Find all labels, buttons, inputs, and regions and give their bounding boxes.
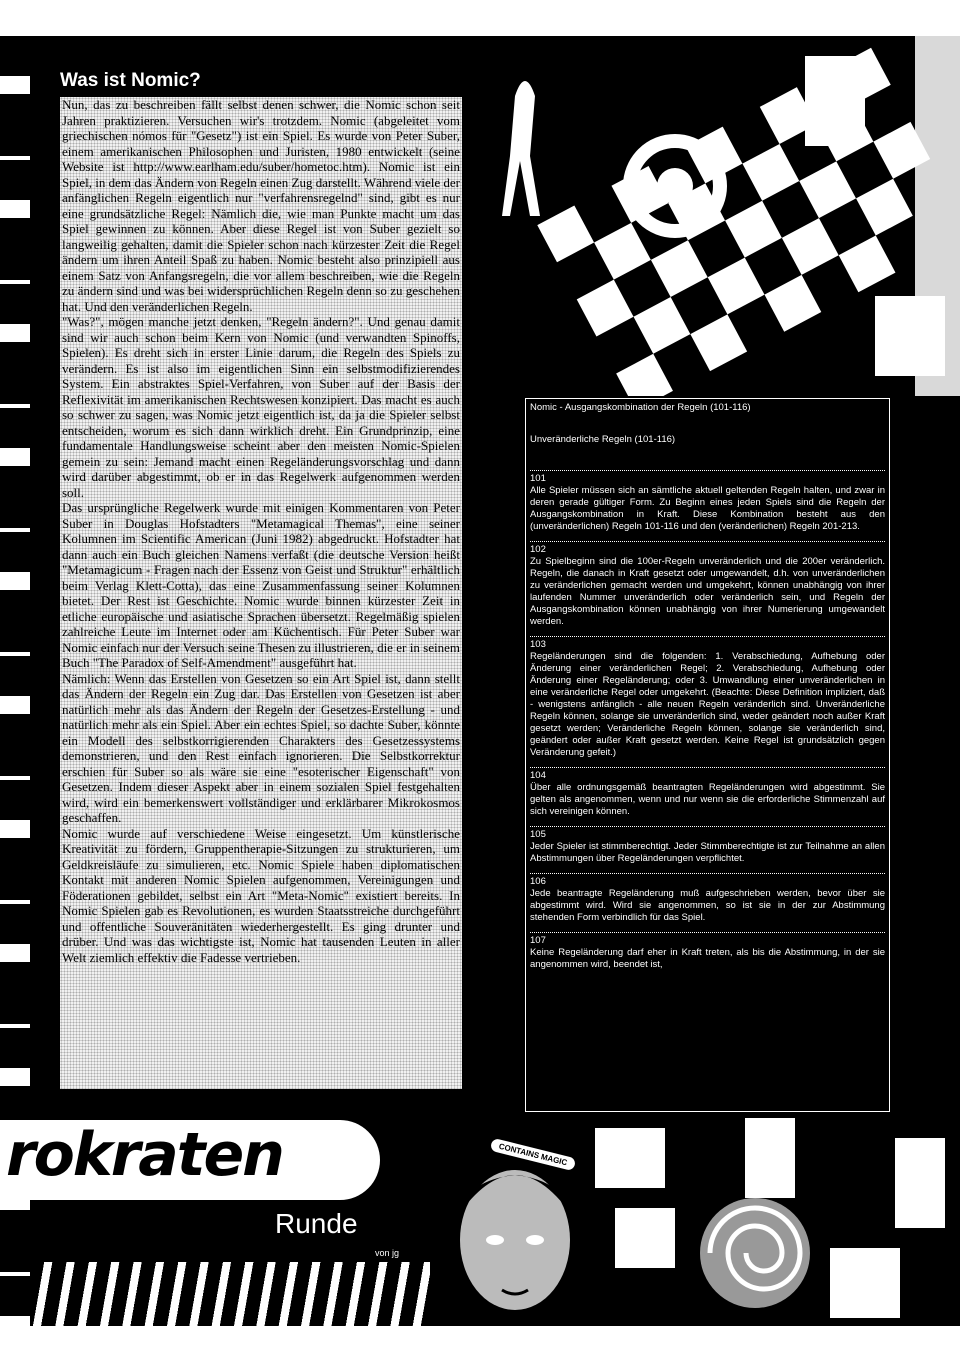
- contains-magic-badge: CONTAINS MAGIC: [487, 1135, 579, 1173]
- rule-item: [530, 873, 885, 924]
- rule-number: 103: [530, 639, 546, 650]
- rule-number: 101: [530, 473, 546, 484]
- rule-item: [530, 470, 885, 533]
- rules-box: [525, 398, 890, 1112]
- checkerboard-collage: [475, 36, 960, 396]
- rule-item: [530, 767, 885, 818]
- rule-text: Zu Spielbeginn sind die 100er-Regeln unveränderlich und die 200er veränderlich. Regeln, die danach in Kraft gesetzt oder umgewandelt, d.h. von unveränderlichen zu veränderlichen gemacht werden und umgekehrt, können unabhängig von ihrer laufenden Nummer unveränderlich oder veränderlich sein, und Regeln der Ausgangskombination können unabhängig von ihrer Numerierung umgewandelt werden.: [530, 556, 885, 627]
- article-body: [60, 97, 462, 1089]
- rule-text: Alle Spieler müssen sich an sämtliche aktuell geltenden Regeln halten, und zwar in deren gerade gültiger Form. Zu Beginn eines jeden Spiels sind die Regeln der Ausgangskombination in Kraft. Diese Kombination besteht aus den (unveränderlichen) Regeln 101-116 und den (veränderlichen) Regeln 201-213.: [530, 485, 885, 532]
- rule-number: 106: [530, 876, 546, 887]
- article-paragraph: Das ursprüngliche Regelwerk wurde mit einigen Kommentaren von Peter Suber in Douglas Hofstadters "Metamagical Themas", eine seiner Kolumnen im Scientific American (Juni 1982) abgedruckt. Hofstadter hat dann auch ein Buch gleichen Namens verfaßt (die deutsche Version heißt "Metamagicum - Fragen nach der Essenz von Geist und Struktur" erhältlich beim Verlag Klett-Cotta), das eine Zusammenfassung seiner Kolumnen bietet. Der Rest ist Geschichte. Nomic wurde binnen kürzester Zeit in etliche europäische und asiatische Sprachen übersetzt. Regelmäßig spielen zahlreiche Leute im Internet oder am Küchentisch. Für Peter Suber war Nomic einfach nur der Versuch seine Thesen zu illustrieren, die er in seinem Buch "The Paradox of Self-Amendment" ausgeführt hat.: [62, 500, 460, 670]
- article-paragraph: Nämlich: Wenn das Erstellen von Gesetzen so ein Art Spiel ist, dann stellt das Ändern der Regeln ein Zug dar. Das Erstellen von Gesetzen ist aber natürlich mehr als das Ändern der Regeln der Gesetzes-Erstellung - und natürlich mehr als ein Spiel. Aber ein echtes Spiel, so dachte Suber, könnte ein Modell des selbstkorrigierenden Charakters des Gesetzessystems demonstrieren, und den Rest einfach ignorieren. Die Selbstkorrektur erschien für Suber so als wäre sie eine "esoterischer Eigenschaft" von Gesetzen. Indem dieser Aspekt aber in einem sozialen Spiel festgehalten wird, wird ein bemerkenswert vollständiger und erklärbarer Mikrokosmos geschaffen.: [62, 670, 460, 825]
- article-heading: Was ist Nomic?: [60, 70, 201, 91]
- rules-title: Nomic - Ausgangskombination der Regeln (101-116): [530, 402, 751, 413]
- rule-number: 102: [530, 544, 546, 555]
- checkerboard-illustration: [475, 36, 960, 396]
- rule-number: 105: [530, 829, 546, 840]
- rule-text: Über alle ordnungsgemäß beantragten Regeländerungen wird abgestimmt. Sie gelten als angenommen, wenn und nur wenn sie die erforderliche Stimmenzahl auf sich vereinigen können.: [530, 782, 885, 817]
- article-paragraph: Nun, das zu beschreiben fällt selbst denen schwer, die Nomic schon seit Jahren praktizieren. Versuchen wir's trotzdem. Nomic (abgeleitet vom griechischen nómos für "Gesetz") ist ein Spiel. Es wurde von Peter Suber, einem amerikanischen Philosophen und Juristen, 1980 entwickelt (seine Website ist http://www.earlham.edu/suber/hometoc.htm). Nomic ist ein Spiel, in dem das Ändern von Regeln einen Zug darstellt. Während viele der anfänglichen Regeln eigentlich nur "verfahrensregelnd" sind, gibt es nur eine grundsätzliche Regel: Nämlich die, wie man Punkte macht um das Spiel gewinnen zu können. Aber diese Regel ist von Suber gezielt so langweilig gehalten, damit die Spieler schon nach kürzester Zeit die Regel ändern um ihren Anteil Spaß zu haben. Nomic besteht also prinzipiell aus einem Satz von Anfangsregeln, die vor allem beschreiben, wie die Regeln zu ändern sind und was bei widersprüchlichen Regeln denn so zu geschehen hat. Und den veränderlichen Regeln.: [62, 97, 460, 314]
- rules-subtitle: Unveränderliche Regeln (101-116): [530, 434, 676, 445]
- rule-item: [530, 636, 885, 759]
- rule-item: [530, 826, 885, 865]
- author-byline: von jg: [375, 1248, 400, 1258]
- rule-number: 107: [530, 935, 546, 946]
- rule-item: [530, 541, 885, 628]
- bottom-stripes: [30, 1262, 430, 1326]
- rule-text: Jede beantragte Regeländerung muß aufgeschrieben werden, bevor über sie abgestimmt wird. Wird sie angenommen, so ist sie in der zur Abstimmung stehenden Form verbindlich für das Spiel.: [530, 888, 885, 923]
- rule-text: Regeländerungen sind die folgenden: 1. Verabschiedung, Aufhebung oder Änderung einer veränderlichen Regel; 2. Verabschiedung, Aufhebung oder Änderung einer Regeländerung; oder 3. Umwandlung einer unveränderlichen in eine veränderliche Regel oder umgekehrt. (Beachte: Diese Definition impliziert, daß - wenigstens anfänglich - alle neuen Regeln veränderlich sind. Unveränderliche Regeln können, solange sie unveränderlich sind, weder geändert noch außer Kraft gesetzt werden; Veränderliche Regeln können, solange sie veränderlich sind, geändert oder außer Kraft gesetzt werden. Keine Regel ist grundsätzlich gegen Veränderung gefeit.): [530, 651, 885, 758]
- rule-item: [530, 932, 885, 971]
- rule-number: 104: [530, 770, 546, 781]
- rule-text: Keine Regeländerung darf eher in Kraft treten, als bis die Abstimmung, in der sie angenommen wird, beendet ist,: [530, 947, 885, 970]
- rule-text: Jeder Spieler ist stimmberechtigt. Jeder Stimmberechtigte ist zur Teilnahme an allen Abstimmungen über Regeländerungen verpflichtet.: [530, 841, 885, 864]
- banner-title: rokraten: [6, 1120, 283, 1190]
- article-paragraph: Nomic wurde auf verschiedene Weise eingesetzt. Um künstlerische Kreativität zu fördern, Gruppentherapie-Sitzungen zu strukturieren, um Geldkreisläufe zu simulieren, etc. Nomic Spiele haben diplomatischen Kontakt mit anderen Nomic Spielen aufgenommen, Vereinigungen und Föderationen gebildet, selbst ein Art "Meta-Nomic" existiert bereits. In Nomic Spielen gab es Revolutionen, es wurden Staatsstreiche durchgeführt und offentliche Souveränitäten wiederhergestellt. Es ging drunter und drüber. Und was das wichtigste ist, Nomic hat tausenden Leuten in aller Welt ziemlich effektiv die Fadesse vertrieben.: [62, 825, 460, 965]
- banner-subtitle: Runde: [275, 1208, 358, 1239]
- article-paragraph: "Was?", mögen manche jetzt denken, "Regeln ändern?". Und genau damit sind wir auch schon beim Kern von Nomic (und verwandten Spinoffs, Spielen). Es dreht sich in erster Linie darum, die Regeln des Spiels zu verändern. Es ist also im eigentlichen Sinn ein selbstmodifizierendes System. Ein abstraktes Spiel-Verfahren, von Suber auf der Basis der Reflexivität im amerikanischen Rechtswesen konzipiert. Das macht es auch so schwer zu sagen, was Nomic jetzt eigentlich ist, da ja die Spieler selbst entscheiden, worum es sich dann wirklich dreht. Ein Grundprinzip, eine fundamentale Handlungsweise scheint aber den meisten Nomic-Spielen gemein zu sein: Jemand macht einen Regeländerungsvorschlag und dann wird darüber abgestimmt, ob er in das Regelwerk aufgenommen werden soll.: [62, 314, 460, 500]
- spiral-collage: [595, 1118, 960, 1326]
